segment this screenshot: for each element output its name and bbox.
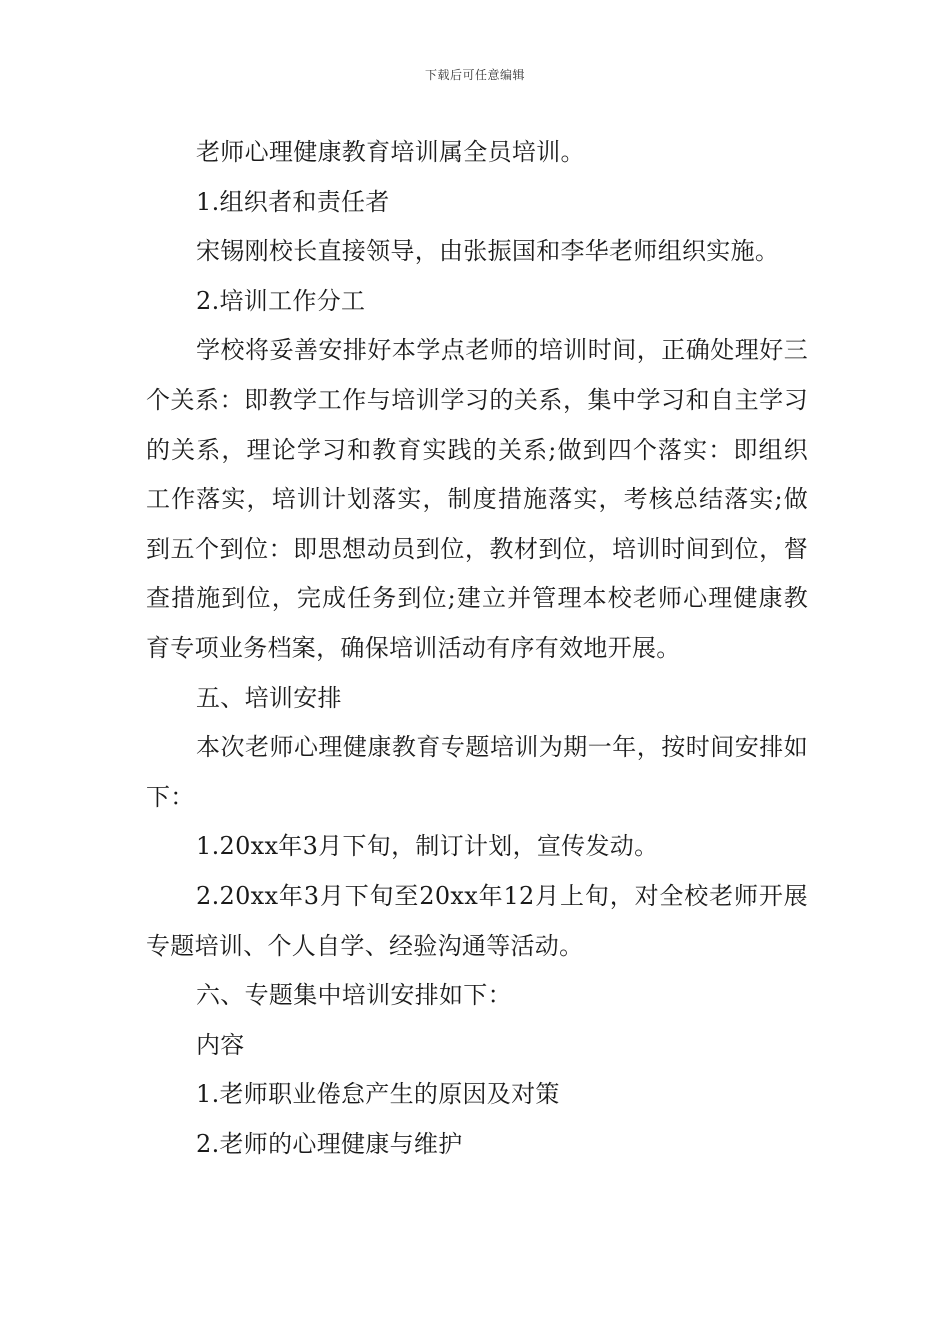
schedule-item-1: 1.20xx年3月下旬，制订计划，宣传发动。 — [196, 832, 659, 861]
topic-item-2: 2.老师的心理健康与维护 — [196, 1129, 463, 1158]
paragraph-training-scope: 老师心理健康教育培训属全员培训。 — [196, 138, 585, 166]
heading-organizers: 1.组织者和责任者 — [196, 187, 390, 216]
schedule-item-2: 2.20xx年3月下旬至20xx年12月上旬，对全校老师开展专题培训、个人自学、经验沟通等活动。 — [146, 881, 808, 960]
section-heading-focused-training: 六、专题集中培训安排如下： — [196, 981, 512, 1010]
topic-item-1: 1.老师职业倦怠产生的原因及对策 — [196, 1080, 560, 1109]
document-body — [146, 128, 808, 1169]
content-label: 内容 — [196, 1030, 245, 1059]
section-heading-training-schedule: 五、培训安排 — [196, 683, 342, 712]
paragraph-leadership: 宋锡刚校长直接领导，由张振国和李华老师组织实施。 — [196, 237, 780, 266]
header-note: 下载后可任意编辑 — [424, 68, 525, 82]
paragraph-schedule-intro: 本次老师心理健康教育专题培训为期一年，按时间安排如下： — [146, 733, 808, 811]
paragraph-school-arrangements: 学校将妥善安排好本学点老师的培训时间，正确处理好三个关系：即教学工作与培训学习的关系，集中学习和自主学习的关系，理论学习和教育实践的关系;做到四个落实：即组织工作落实，培训计划落实，制度措施落实，考核总结落实;做到五个到位：即思想动员到位，教材到位，培训时间到位，督查措施到位，完成任务到位;建立并管理本校老师心理健康教育专项业务档案，确保培训活动有序有效地开展。 — [146, 336, 808, 662]
heading-division-of-work: 2.培训工作分工 — [196, 286, 366, 315]
